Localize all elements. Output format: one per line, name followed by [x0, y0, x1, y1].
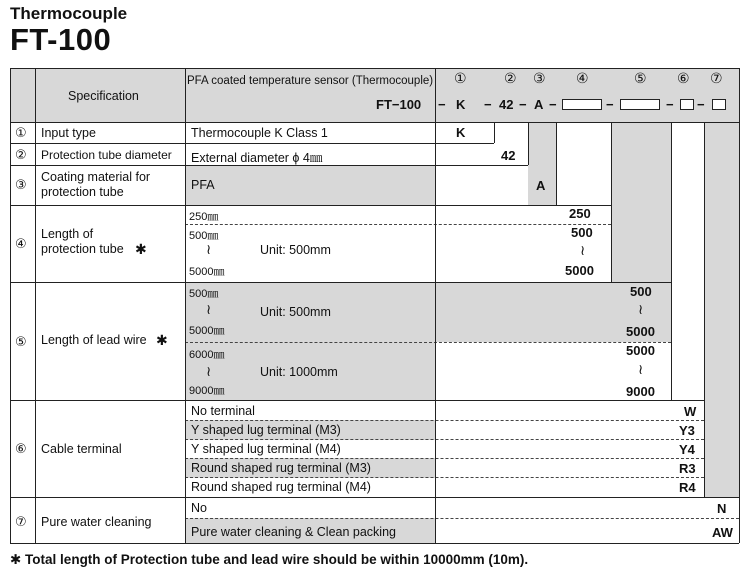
tube-length-code-to: 5000: [565, 263, 594, 278]
row-number: ⑥: [15, 441, 27, 456]
tilde-icon: ≀: [206, 363, 212, 379]
code-dash: −: [438, 97, 446, 112]
lead-wire-range2-to: 9000㎜: [189, 385, 225, 397]
spec-header: Specification: [68, 89, 139, 103]
cable-terminal-code: W: [684, 404, 697, 419]
coating-option: PFA: [191, 178, 215, 192]
lead-wire-range1-from: 500㎜: [189, 288, 219, 300]
water-cleaning-code: AW: [712, 525, 733, 540]
column-number: ⑥: [677, 70, 690, 86]
model-code: FT−100: [376, 97, 422, 112]
code-dash: −: [484, 97, 492, 112]
row-number: ②: [15, 147, 27, 162]
tube-length-label-line2: protection tube: [41, 242, 124, 256]
tube-length-unit: Unit: 500mm: [260, 243, 331, 257]
lead-wire-range1-to: 5000㎜: [189, 325, 225, 337]
asterisk-icon: ✱: [156, 332, 168, 348]
column-number: ⑤: [634, 70, 647, 86]
tube-length-range-from: 500㎜: [189, 230, 219, 242]
code-box-cleaning: [712, 99, 726, 110]
code-box-lead-wire: [620, 99, 660, 110]
tube-length-code-from: 500: [571, 225, 593, 240]
footnote: ✱ Total length of Protection tube and lead wire should be within 10000mm (10m).: [10, 552, 529, 567]
tube-length-range-to: 5000㎜: [189, 266, 225, 278]
cable-terminal-option: Y shaped lug terminal (M4): [191, 442, 341, 456]
tilde-icon: ≀: [638, 301, 644, 317]
tilde-icon: ≀: [638, 361, 644, 377]
cable-terminal-option: Y shaped lug terminal (M3): [191, 423, 341, 437]
asterisk-icon: ✱: [135, 241, 147, 257]
row-number: ④: [15, 236, 27, 251]
cable-terminal-code: Y4: [679, 442, 695, 457]
code-dash: −: [606, 97, 614, 112]
code-dash: −: [697, 97, 705, 112]
tube-length-code-250: 250: [569, 206, 591, 221]
code-part-a: A: [534, 97, 544, 112]
cable-terminal-option: No terminal: [191, 404, 255, 418]
row-number: ⑤: [15, 334, 27, 349]
column-number: ①: [454, 70, 467, 86]
code-part-42: 42: [499, 97, 514, 112]
column-number: ③: [533, 70, 546, 86]
cable-terminal-label: Cable terminal: [41, 442, 122, 456]
row-number: ①: [15, 125, 27, 140]
input-type-option: Thermocouple K Class 1: [191, 126, 328, 140]
input-type-code: K: [456, 125, 466, 140]
lead-wire-unit2: Unit: 1000mm: [260, 365, 338, 379]
code-dash: −: [519, 97, 527, 112]
cable-terminal-option: Round shaped rug terminal (M4): [191, 480, 371, 494]
cable-terminal-code: R4: [679, 480, 696, 495]
lead-wire-code2-from: 5000: [626, 343, 655, 358]
code-part-k: K: [456, 97, 466, 112]
row-number: ③: [15, 177, 27, 192]
coating-label-line1: Coating material for: [41, 170, 151, 184]
cable-terminal-option: Round shaped rug terminal (M3): [191, 461, 371, 475]
coating-label-line2: protection tube: [41, 185, 124, 199]
cable-terminal-code: Y3: [679, 423, 695, 438]
lead-wire-code1-to: 5000: [626, 324, 655, 339]
title-small: Thermocouple: [10, 4, 128, 23]
tube-diameter-label: Protection tube diameter: [41, 148, 172, 162]
code-dash: −: [549, 97, 557, 112]
tilde-icon: ≀: [206, 301, 212, 317]
lead-wire-range2-from: 6000㎜: [189, 349, 225, 361]
tilde-icon: ≀: [206, 241, 212, 257]
code-dash: −: [666, 97, 674, 112]
column-number: ④: [576, 70, 589, 86]
code-box-terminal: [680, 99, 694, 110]
tube-diameter-option: External diameter ϕ 4㎜: [191, 151, 323, 165]
lead-wire-label: Length of lead wire: [41, 333, 147, 347]
coating-code: A: [536, 178, 546, 193]
product-header: PFA coated temperature sensor (Thermocouple): [187, 75, 434, 87]
lead-wire-code2-to: 9000: [626, 384, 655, 399]
row-number: ⑦: [15, 514, 27, 529]
tube-length-label-line1: Length of: [41, 227, 94, 241]
water-cleaning-label: Pure water cleaning: [41, 515, 152, 529]
lead-wire-unit1: Unit: 500mm: [260, 305, 331, 319]
title-big: FT-100: [10, 22, 112, 57]
code-box-tube-length: [562, 99, 602, 110]
water-cleaning-option: Pure water cleaning & Clean packing: [191, 525, 396, 539]
tube-length-option-250: 250㎜: [189, 211, 219, 223]
water-cleaning-code: N: [717, 501, 727, 516]
lead-wire-code1-from: 500: [630, 284, 652, 299]
cable-terminal-code: R3: [679, 461, 696, 476]
water-cleaning-option: No: [191, 501, 207, 515]
tilde-icon: ≀: [580, 242, 586, 258]
input-type-label: Input type: [41, 126, 96, 140]
column-number: ②: [504, 70, 517, 86]
tube-diameter-code: 42: [501, 148, 516, 163]
column-number: ⑦: [710, 70, 723, 86]
